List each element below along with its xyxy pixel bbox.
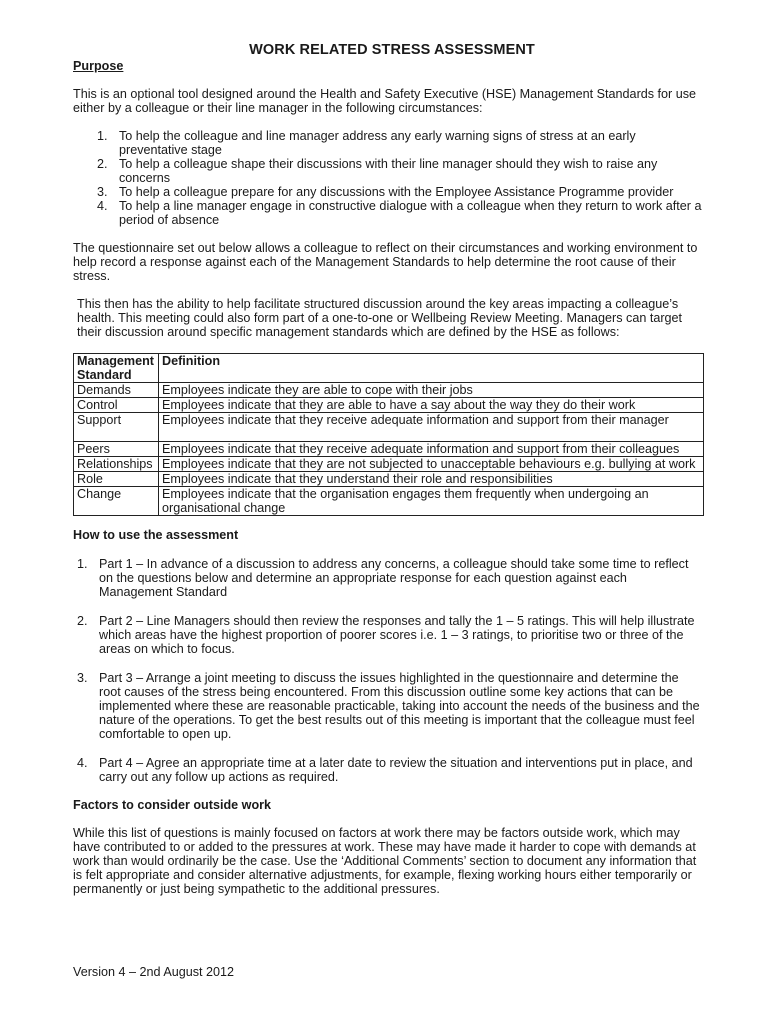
table-header-row (74, 354, 704, 383)
management-standards-table (73, 353, 704, 516)
table-row: Demands Employees indicate they are able to cope with their jobs (74, 383, 704, 398)
table-row: Peers Employees indicate that they receive adequate information and support from their colleagues (74, 442, 704, 457)
table-row: Role Employees indicate that they understand their role and responsibilities (74, 472, 704, 487)
list-item: 2. To help a colleague shape their discussions with their line manager should they wish to raise any concerns (97, 157, 658, 185)
purpose-list (73, 129, 703, 227)
factors-paragraph: While this list of questions is mainly focused on factors at work there may be factors outside work, which may have contributed to or added to the pressures at work. These may have made it harder to cope with demands at work than would ordinarily be the case. Use the ‘Additional Comments’ section to document any information that is felt appropriate and consider alternative adjustments, for example, flexing working hours either temporarily or permanently or just being sympathetic to the additional pressures. (73, 826, 697, 896)
document-page (73, 41, 703, 896)
table-row: Control Employees indicate that they are able to have a say about the way they do their work (74, 398, 704, 413)
list-item: 3. Part 3 – Arrange a joint meeting to discuss the issues highlighted in the questionnaire and determine the root causes of the stress being encountered. From this discussion outline some key actions that can be implemented where these are reasonable practicable, taking into account the needs of the business and the nature of the operations. To get the best results out of this meeting is important that the colleague must feel comfortable to open up. (77, 671, 700, 741)
list-item: 2. Part 2 – Line Managers should then review the responses and tally the 1 – 5 ratings. This will help illustrate which areas have the highest proportion of poorer scores i.e. 1 – 3 ratings, to prioritise two or three of the areas on which to focus. (77, 614, 695, 656)
factors-heading: Factors to consider outside work (73, 798, 272, 812)
document-title: WORK RELATED STRESS ASSESSMENT (249, 42, 535, 58)
purpose-intro: This is an optional tool designed around the Health and Safety Executive (HSE) Management Standards for use either by a colleague or their line manager in the following circumstances: (73, 87, 697, 115)
table-row: Support Employees indicate that they receive adequate information and support from their manager (74, 413, 704, 442)
list-item: 1. Part 1 – In advance of a discussion to address any concerns, a colleague should take some time to reflect on the questions below and determine an appropriate response for each question against each Management Standard (77, 557, 689, 599)
how-to-list (73, 557, 703, 784)
list-item: 1. To help the colleague and line manager address any early warning signs of stress at an early preventative stage (97, 129, 636, 157)
version-footer: Version 4 – 2nd August 2012 (73, 965, 235, 979)
discussion-paragraph: This then has the ability to help facilitate structured discussion around the key areas impacting a colleague’s health. This meeting could also form part of a one-to-one or Wellbeing Review Meeting. Managers can target their discussion around specific management standards which are defined by the HSE as follows: (77, 297, 683, 339)
list-item: 4. To help a line manager engage in constructive dialogue with a colleague when they return to work after a period of absence (97, 199, 702, 227)
header-definition: Definition (159, 354, 704, 383)
questionnaire-paragraph: The questionnaire set out below allows a colleague to reflect on their circumstances and working environment to help record a response against each of the Management Standards to help determine the root cause of their stress. (73, 241, 698, 283)
table-row: Change Employees indicate that the organisation engages them frequently when undergoing an organisational change (74, 487, 704, 516)
purpose-heading: Purpose (73, 59, 124, 73)
list-item: 3. To help a colleague prepare for any discussions with the Employee Assistance Programme provider (97, 185, 674, 199)
header-management-standard: Management Standard (74, 354, 159, 383)
how-to-heading: How to use the assessment (73, 528, 239, 542)
list-item: 4. Part 4 – Agree an appropriate time at a later date to review the situation and interventions put in place, and carry out any follow up actions as required. (77, 756, 693, 784)
table-row: Relationships Employees indicate that they are not subjected to unacceptable behaviours e.g. bullying at work (74, 457, 704, 472)
